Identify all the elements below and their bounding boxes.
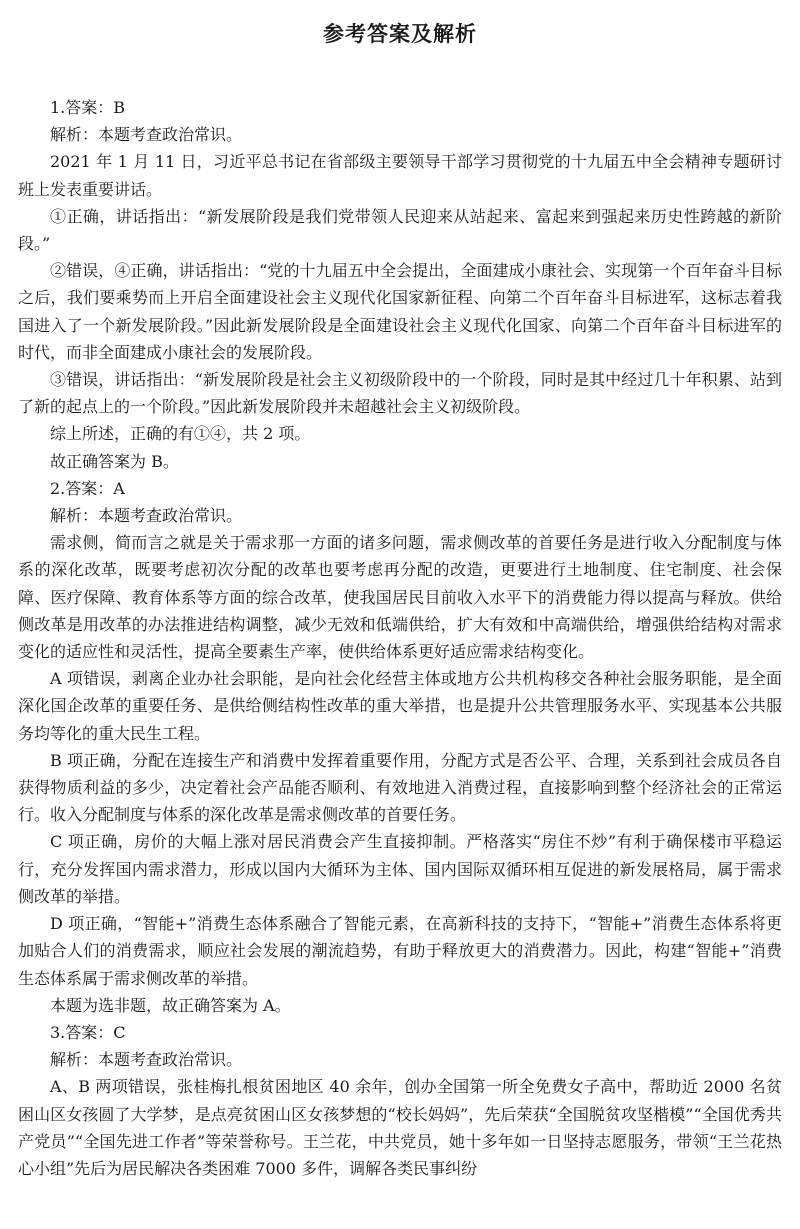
paragraph-q1-analysis-label: 解析：本题考查政治常识。 [50, 125, 243, 145]
paragraph-q3-analysis-label: 解析：本题考查政治常识。 [50, 1050, 243, 1070]
paragraph-q2-background: 需求侧，简而言之就是关于需求那一方面的诸多问题，需求侧改革的首要任务是进行收入分配制度与体系的深化改革，既要考虑初次分配的改革也要考虑再分配的改造，更要进行土地制度、住宅制度、社会保障、医疗保障、教育体系等方面的综合改革，使我国居民目前收入水平下的消费能力得以提高与释放。供给侧改革是用改革的办法推进结构调整，减少无效和低端供给，扩大有效和中高端供给，增强供给结构对需求变化的适应性和灵活性，提高全要素生产率，使供给体系更好适应需求结构变化。 [18, 533, 782, 662]
paragraph-q2-option-a: A 项错误，剥离企业办社会职能，是向社会化经营主体或地方公共机构移交各种社会服务职能，是全面深化国企改革的重要任务、是供给侧结构性改革的重大举措，也是提升公共管理服务水平、实现基本公共服务均等化的重大民生工程。 [18, 669, 782, 743]
paragraph-q2-option-b: B 项正确，分配在连接生产和消费中发挥着重要作用，分配方式是否公平、合理，关系到社会成员各自获得物质利益的多少，决定着社会产品能否顺利、有效地进入消费过程，直接影响到整个经济社会的正常运行。收入分配制度与体系的深化改革是需求侧改革的首要任务。 [18, 750, 782, 825]
paragraph-q3-option-ab: A、B 两项错误，张桂梅扎根贫困地区 40 余年，创办全国第一所全免费女子高中，帮助近 2000 名贫困山区女孩圆了大学梦，是点亮贫困山区女孩梦想的“校长妈妈”，先后荣获“全国脱贫攻坚楷模”“全国优秀共产党员”“全国先进工作者”等荣誉称号。王兰花，中共党员，她十多年如一日坚持志愿服务，带领“王兰花热心小组”先后为居民解决各类困难 7000 多件，调解各类民事纠纷 [18, 1077, 782, 1178]
paragraph-q1-item-1: ①正确，讲话指出：“新发展阶段是我们党带领人民迎来从站起来、富起来到强起来历史性跨越的新阶段。” [18, 206, 782, 254]
paragraph-q1-summary: 综上所述，正确的有①④，共 2 项。 [50, 424, 311, 444]
paragraph-q1-answer: 1.答案：B [50, 98, 126, 117]
paragraph-q1-background: 2021 年 1 月 11 日，习近平总书记在省部级主要领导干部学习贯彻党的十九届五中全会精神专题研讨班上发表重要讲话。 [18, 152, 782, 199]
answer-content [18, 94, 782, 1182]
paragraph-q2-option-d: D 项正确，“智能+”消费生态体系融合了智能元素，在高新科技的支持下，“智能+”消费生态体系将更加贴合人们的消费需求，顺应社会发展的潮流趋势，有助于释放更大的消费潜力。因此，构建“智能+”消费生态体系属于需求侧改革的举措。 [18, 914, 782, 988]
paragraph-q2-answer: 2.答案：A [50, 478, 125, 498]
paragraph-q2-analysis-label: 解析：本题考查政治常识。 [50, 506, 243, 526]
page-title: 参考答案及解析 [323, 22, 477, 46]
paragraph-q2-option-c: C 项正确，房价的大幅上涨对居民消费会产生直接抑制。严格落实“房住不炒”有利于确保楼市平稳运行，充分发挥国内需求潜力，形成以国内大循环为主体、国内国际双循环相互促进的新发展格局，属于需求侧改革的举措。 [18, 832, 782, 906]
paragraph-q2-conclusion: 本题为选非题，故正确答案为 A。 [50, 995, 291, 1015]
paragraph-q3-answer: 3.答案：C [50, 1022, 126, 1042]
paragraph-q1-item-3: ③错误，讲话指出：“新发展阶段是社会主义初级阶段中的一个阶段，同时是其中经过几十年积累、站到了新的起点上的一个阶段。”因此新发展阶段并未超越社会主义初级阶段。 [18, 370, 782, 417]
paragraph-q1-conclusion: 故正确答案为 B。 [50, 451, 179, 471]
paragraph-q1-item-2-4: ②错误，④正确，讲话指出：“党的十九届五中全会提出，全面建成小康社会、实现第一个百年奋斗目标之后，我们要乘势而上开启全面建设社会主义现代化国家新征程、向第二个百年奋斗目标进军，这标志着我国进入了一个新发展阶段。”因此新发展阶段是全面建设社会主义现代化国家、向第二个百年奋斗目标进军的时代，而非全面建成小康社会的发展阶段。 [18, 261, 782, 362]
